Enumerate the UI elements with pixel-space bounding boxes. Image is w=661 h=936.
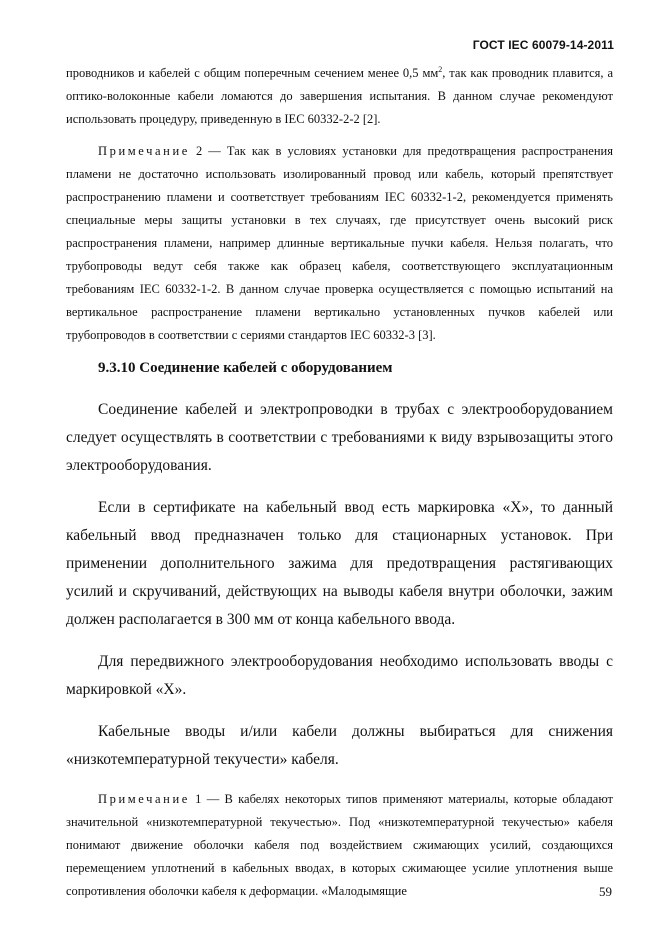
document-header: ГОСТ IEC 60079-14-2011 (472, 38, 614, 52)
section-heading: 9.3.10 Соединение кабелей с оборудованием (98, 360, 393, 376)
paragraph-text-end: , так как проводник плавится, а оптико-волоконные кабели ломаются до завершения испытания. В данном случае рекомендуют использовать процедуру, приведенную в IEC 60332-2-2 [2]. (66, 66, 613, 126)
body-paragraph-1: Соединение кабелей и электропроводки в трубах с электрооборудованием следует осуществлять в соответствии с требованиями к виду взрывозащиты этого электрооборудования. (66, 401, 613, 474)
paragraph-text-start: проводников и кабелей с общим поперечным сечением менее 0,5 мм (66, 66, 439, 80)
continuation-paragraph (66, 62, 613, 131)
note-text: 2 — Так как в условиях установки для предотвращения распространения пламени не достаточно использовать изолированный провод или кабель, который препятствует распространению пламени и соответствует требованиям IEC 60332-1-2, рекомендуется применять специальные меры защиты установки в тех случаях, где присутствует очень высокий риск распространения пламени, например длинные вертикальные пучки кабеля. Нельзя полагать, что трубопроводы ведут себя также как образец кабеля, соответствующего эксплуатационным требованиям IEC 60332-1-2. В данном случае проверка осуществляется с помощью испытаний на вертикальное распространение пламени вертикально установленных пучков кабелей или трубопроводов в соответствии с сериями стандартов IEC 60332-3 [3]. (66, 144, 613, 342)
note-text: 1 — В кабелях некоторых типов применяют материалы, которые обладают значительной «низкотемпературной текучестью». Под «низкотемпературной текучестью» кабеля понимают движение оболочки кабеля под воздействием сжимающих усилий, создающихся перемещением уплотнений в кабельных вводах, в которых сжимающее усилие уплотнения выше сопротивления оболочки кабеля к деформации. «Малодымящие (66, 792, 613, 898)
body-paragraph-4: Кабельные вводы и/или кабели должны выбираться для снижения «низкотемпературной текучести» кабеля. (66, 723, 613, 768)
superscript: 2 (438, 64, 443, 74)
body-paragraph-3: Для передвижного электрооборудования необходимо использовать вводы с маркировкой «X». (66, 653, 613, 698)
note-label: Примечание (98, 144, 190, 158)
page-number: 59 (599, 884, 612, 899)
body-paragraph-2: Если в сертификате на кабельный ввод есть маркировка «X», то данный кабельный ввод предназначен только для стационарных установок. При применении дополнительного зажима для предотвращения растягивающих усилий и скручиваний, действующих на выводы кабеля внутри оболочки, зажим должен располагается в 300 мм от конца кабельного ввода. (66, 499, 613, 628)
note-1 (66, 788, 613, 903)
page-body (66, 62, 613, 903)
note-2 (66, 140, 613, 347)
note-label: Примечание (98, 792, 190, 806)
